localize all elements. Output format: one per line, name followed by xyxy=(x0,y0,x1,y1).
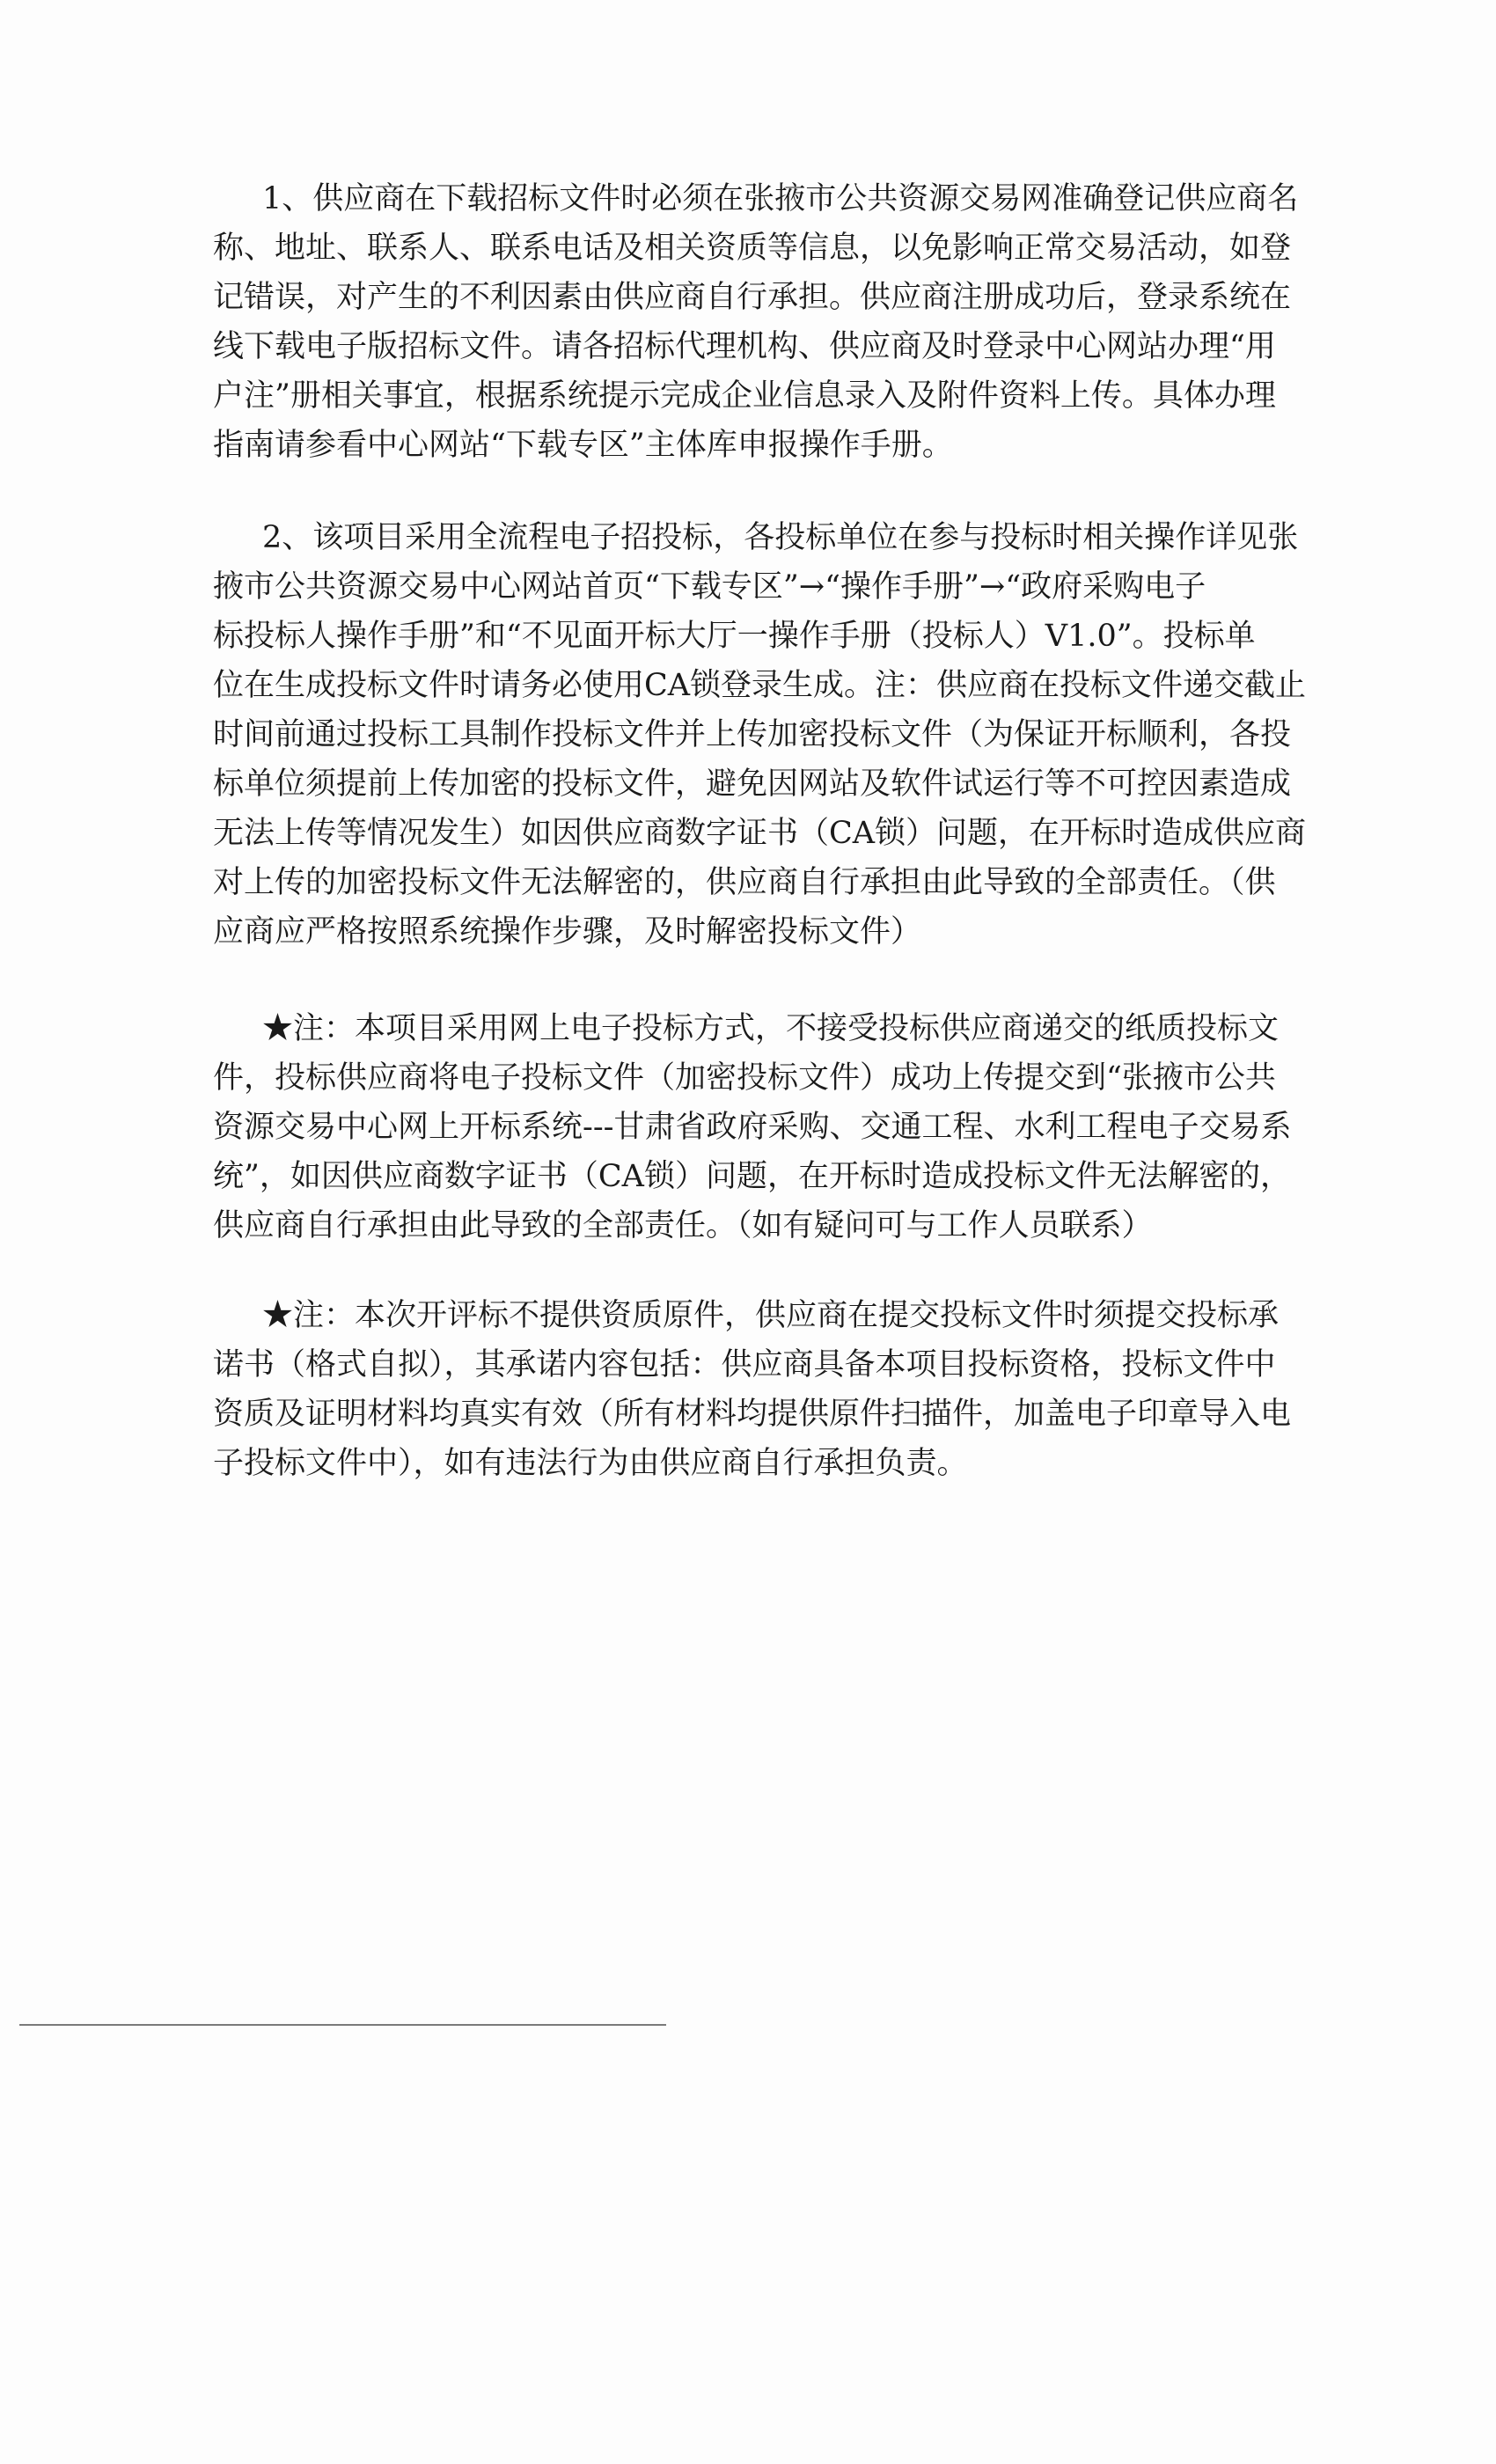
text-line: 供应商自行承担由此导致的全部责任。（如有疑问可与工作人员联系） xyxy=(213,1208,1153,1243)
text-line: 户注”册相关事宜，根据系统提示完成企业信息录入及附件资料上传。具体办理 xyxy=(213,378,1276,414)
text-line: 称、地址、联系人、联系电话及相关资质等信息，以免影响正常交易活动，如登 xyxy=(213,231,1292,266)
paragraph-spacer xyxy=(213,1250,1329,1291)
paragraph-electronic-bidding xyxy=(213,513,1329,957)
paragraph-note-qualification xyxy=(213,1291,1329,1488)
text-line: 标投标人操作手册”和“不见面开标大厅一操作手册（投标人）V1.0”。投标单 xyxy=(213,619,1256,654)
text-line: 线下载电子版招标文件。请各招标代理机构、供应商及时登录中心网站办理“用 xyxy=(213,329,1276,364)
paragraph-note-online-bidding xyxy=(213,1004,1329,1250)
text-line: 时间前通过投标工具制作投标文件并上传加密投标文件（为保证开标顺利，各投 xyxy=(213,717,1292,752)
text-line: 记错误，对产生的不利因素由供应商自行承担。供应商注册成功后，登录系统在 xyxy=(213,280,1292,315)
text-line: 对上传的加密投标文件无法解密的，供应商自行承担由此导致的全部责任。（供 xyxy=(213,865,1276,900)
paragraph-spacer xyxy=(213,470,1329,513)
text-line: 位在生成投标文件时请务必使用CA锁登录生成。注：供应商在投标文件递交截止 xyxy=(213,668,1307,703)
text-line: 1、供应商在下载招标文件时必须在张掖市公共资源交易网准确登记供应商名 xyxy=(262,181,1299,216)
text-line: 诺书（格式自拟），其承诺内容包括：供应商具备本项目投标资格，投标文件中 xyxy=(213,1347,1276,1382)
text-line: 统”，如因供应商数字证书（CA锁）问题，在开标时造成投标文件无法解密的， xyxy=(213,1159,1291,1194)
text-line: 标单位须提前上传加密的投标文件，避免因网站及软件试运行等不可控因素造成 xyxy=(213,766,1292,802)
text-line: 指南请参看中心网站“下载专区”主体库申报操作手册。 xyxy=(213,428,953,463)
paragraph-spacer xyxy=(213,957,1329,1004)
scan-edge-divider xyxy=(19,2024,666,2026)
text-line: 掖市公共资源交易中心网站首页“下载专区”→“操作手册”→“政府采购电子 xyxy=(213,569,1206,605)
text-line: 无法上传等情况发生）如因供应商数字证书（CA锁）问题，在开标时造成供应商 xyxy=(213,816,1307,851)
text-line: 资源交易中心网上开标系统---甘肃省政府采购、交通工程、水利工程电子交易系 xyxy=(213,1110,1292,1145)
text-line: 件，投标供应商将电子投标文件（加密投标文件）成功上传提交到“张掖市公共 xyxy=(213,1060,1276,1096)
text-line: 资质及证明材料均真实有效（所有材料均提供原件扫描件，加盖电子印章导入电 xyxy=(213,1397,1292,1432)
text-line: 2、该项目采用全流程电子招投标，各投标单位在参与投标时相关操作详见张 xyxy=(262,520,1299,555)
text-line: 子投标文件中），如有违法行为由供应商自行承担负责。 xyxy=(213,1446,968,1481)
document-body xyxy=(213,174,1329,1488)
text-line: ★注：本次开评标不提供资质原件，供应商在提交投标文件时须提交投标承 xyxy=(262,1298,1280,1333)
paragraph-registration xyxy=(213,174,1329,470)
text-line: 应商应严格按照系统操作步骤，及时解密投标文件） xyxy=(213,914,922,950)
text-line: ★注：本项目采用网上电子投标方式，不接受投标供应商递交的纸质投标文 xyxy=(262,1011,1280,1046)
